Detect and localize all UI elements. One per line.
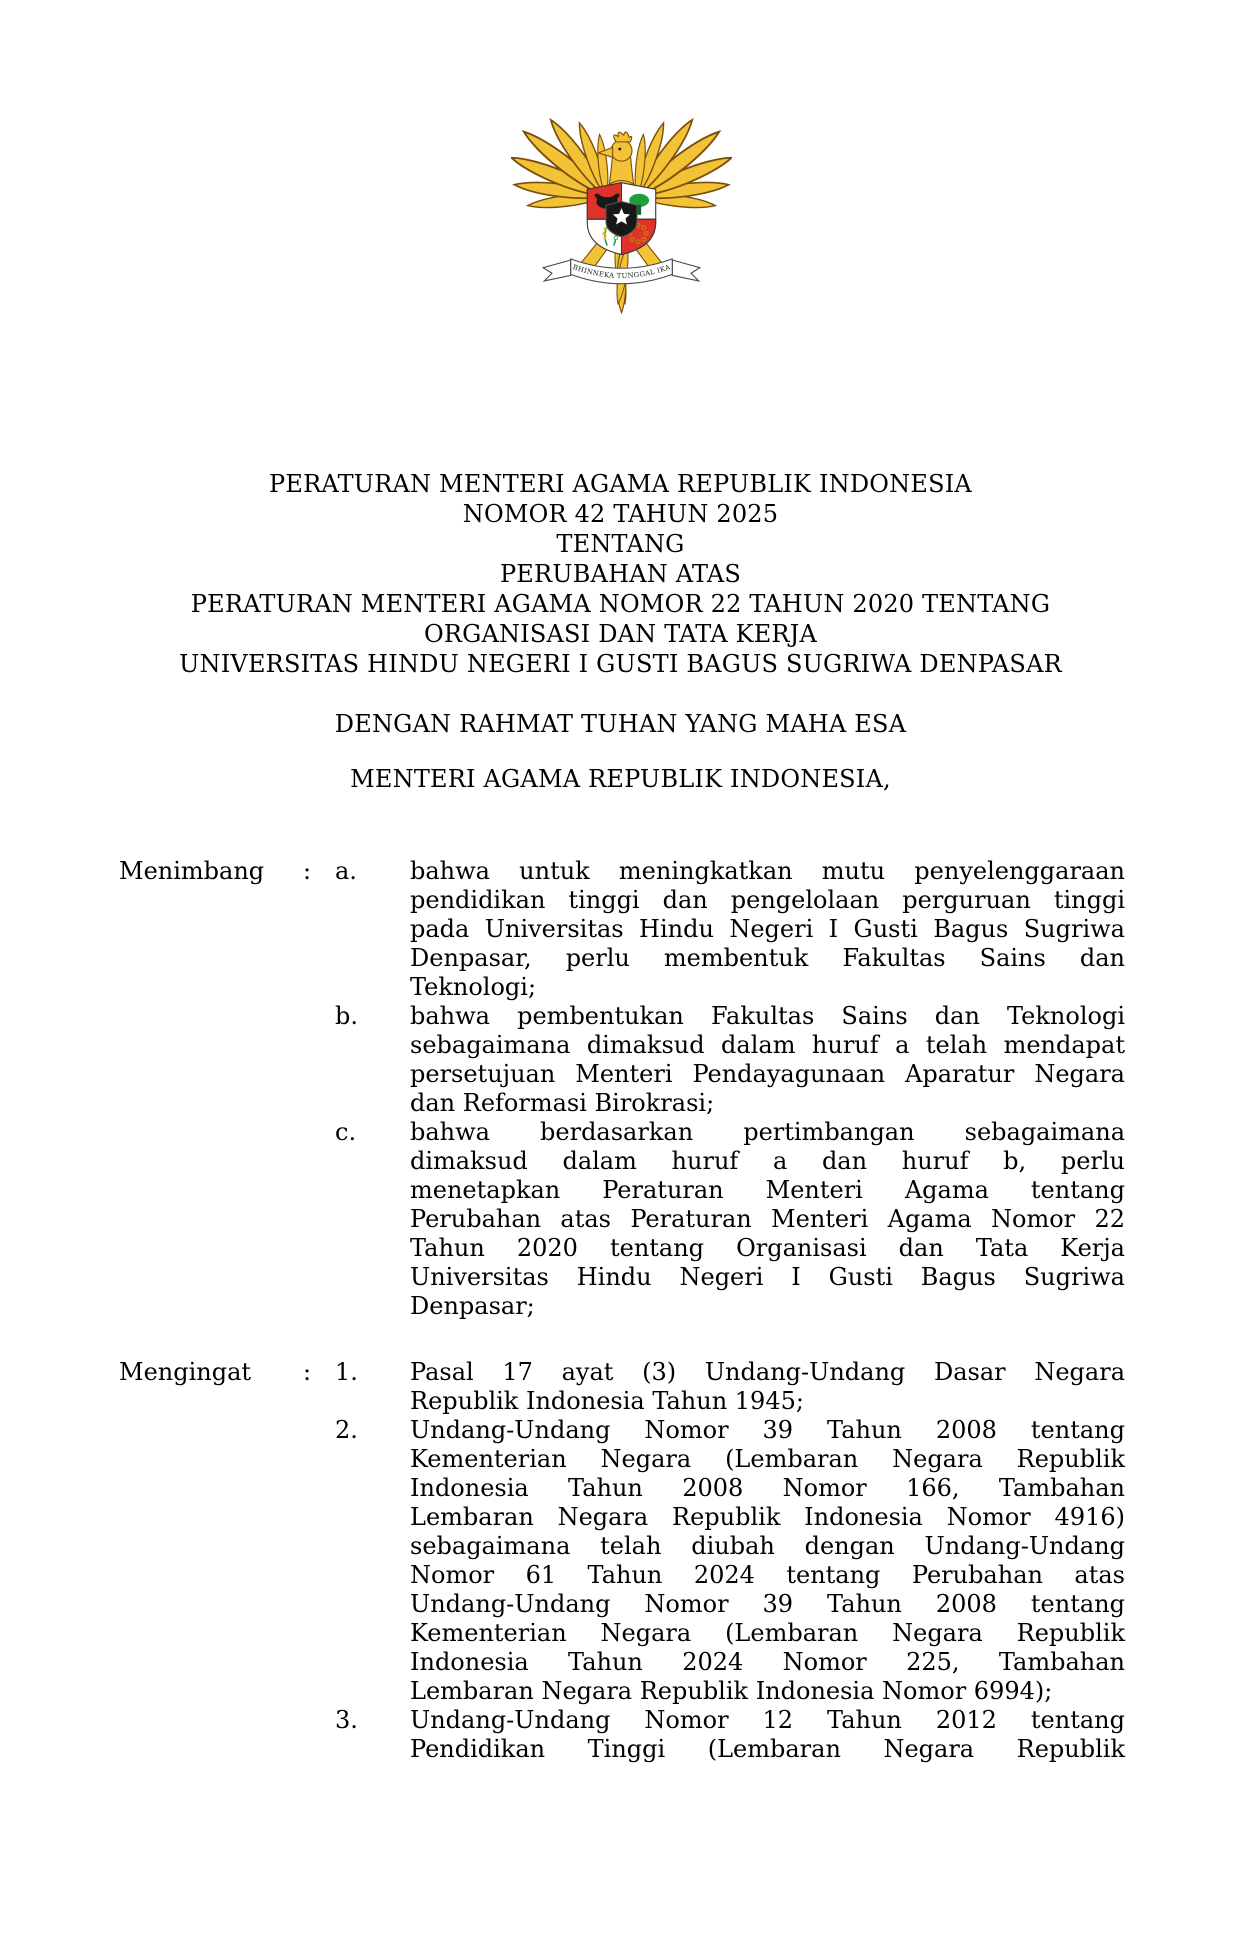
- section-menimbang: [119, 857, 1125, 1321]
- document-title: [0, 469, 1241, 679]
- legal-basis-item-2: [335, 1416, 1125, 1706]
- document-body: [119, 857, 1125, 1764]
- section-colon: :: [303, 857, 312, 885]
- item-text: Pasal 17 ayat (3) Undang-Undang Dasar Negara Republik Indonesia Tahun 1945;: [410, 1358, 1125, 1415]
- consideration-item-c: [335, 1118, 1125, 1321]
- issuing-authority-line: MENTERI AGAMA REPUBLIK INDONESIA,: [350, 765, 891, 793]
- item-text: Undang-Undang Nomor 39 Tahun 2008 tentang Kementerian Negara (Lembaran Negara Republik Indonesia Tahun 2008 Nomor 166, Tambahan Lembaran Negara Republik Indonesia Nomor 4916) sebagaimana telah diubah dengan Undang-Undang Nomor 61 Tahun 2024 tentang Perubahan atas Undang-Undang Nomor 39 Tahun 2008 tentang Kementerian Negara (Lembaran Negara Republik Indonesia Tahun 2024 Nomor 225, Tambahan Lembaran Negara Republik Indonesia Nomor 6994);: [410, 1416, 1125, 1705]
- consideration-item-a: [335, 857, 1125, 1002]
- item-marker: 1.: [335, 1358, 358, 1386]
- legal-basis-item-3: [335, 1706, 1125, 1764]
- title-line-4: PERUBAHAN ATAS: [499, 560, 742, 588]
- garuda-pancasila-emblem: [511, 90, 732, 324]
- invocation-line: DENGAN RAHMAT TUHAN YANG MAHA ESA: [334, 710, 907, 738]
- title-line-2: NOMOR 42 TAHUN 2025: [462, 500, 779, 528]
- title-line-3: TENTANG: [556, 530, 685, 558]
- item-text: bahwa untuk meningkatkan mutu penyelenggaraan pendidikan tinggi dan pengelolaan perguruan tinggi pada Universitas Hindu Negeri I Gusti Bagus Sugriwa Denpasar, perlu membentuk Fakultas Sains dan Teknologi;: [410, 857, 1125, 1001]
- title-line-1: PERATURAN MENTERI AGAMA REPUBLIK INDONESIA: [269, 470, 972, 498]
- item-text: Undang-Undang Nomor 12 Tahun 2012 tentang Pendidikan Tinggi (Lembaran Negara Republik: [410, 1706, 1125, 1763]
- item-text: bahwa berdasarkan pertimbangan sebagaimana dimaksud dalam huruf a dan huruf b, perlu menetapkan Peraturan Menteri Agama tentang Perubahan atas Peraturan Menteri Agama Nomor 22 Tahun 2020 tentang Organisasi dan Tata Kerja Universitas Hindu Negeri I Gusti Bagus Sugriwa Denpasar;: [410, 1118, 1125, 1320]
- item-marker: c.: [335, 1118, 357, 1146]
- section-label-mengingat: Mengingat: [119, 1358, 252, 1386]
- legal-basis-item-1: [335, 1358, 1125, 1416]
- motto-text: BHINNEKA TUNGGAL IKA: [571, 263, 671, 280]
- garuda-crest: [613, 132, 631, 142]
- consideration-item-b: [335, 1002, 1125, 1118]
- pancasila-shield: [587, 183, 655, 255]
- title-line-6: ORGANISASI DAN TATA KERJA: [423, 620, 818, 648]
- section-colon: :: [303, 1358, 312, 1386]
- section-label-menimbang: Menimbang: [119, 857, 265, 885]
- item-marker: 3.: [335, 1706, 358, 1734]
- item-marker: a.: [335, 857, 357, 885]
- section-mengingat: [119, 1358, 1125, 1764]
- garuda-eye: [618, 148, 621, 151]
- item-marker: 2.: [335, 1416, 358, 1444]
- item-marker: b.: [335, 1002, 358, 1030]
- item-text: bahwa pembentukan Fakultas Sains dan Teknologi sebagaimana dimaksud dalam huruf a telah mendapat persetujuan Menteri Pendayagunaan Aparatur Negara dan Reformasi Birokrasi;: [410, 1002, 1125, 1117]
- title-line-5: PERATURAN MENTERI AGAMA NOMOR 22 TAHUN 2020 TENTANG: [190, 590, 1051, 618]
- title-line-7: UNIVERSITAS HINDU NEGERI I GUSTI BAGUS SUGRIWA DENPASAR: [179, 650, 1062, 678]
